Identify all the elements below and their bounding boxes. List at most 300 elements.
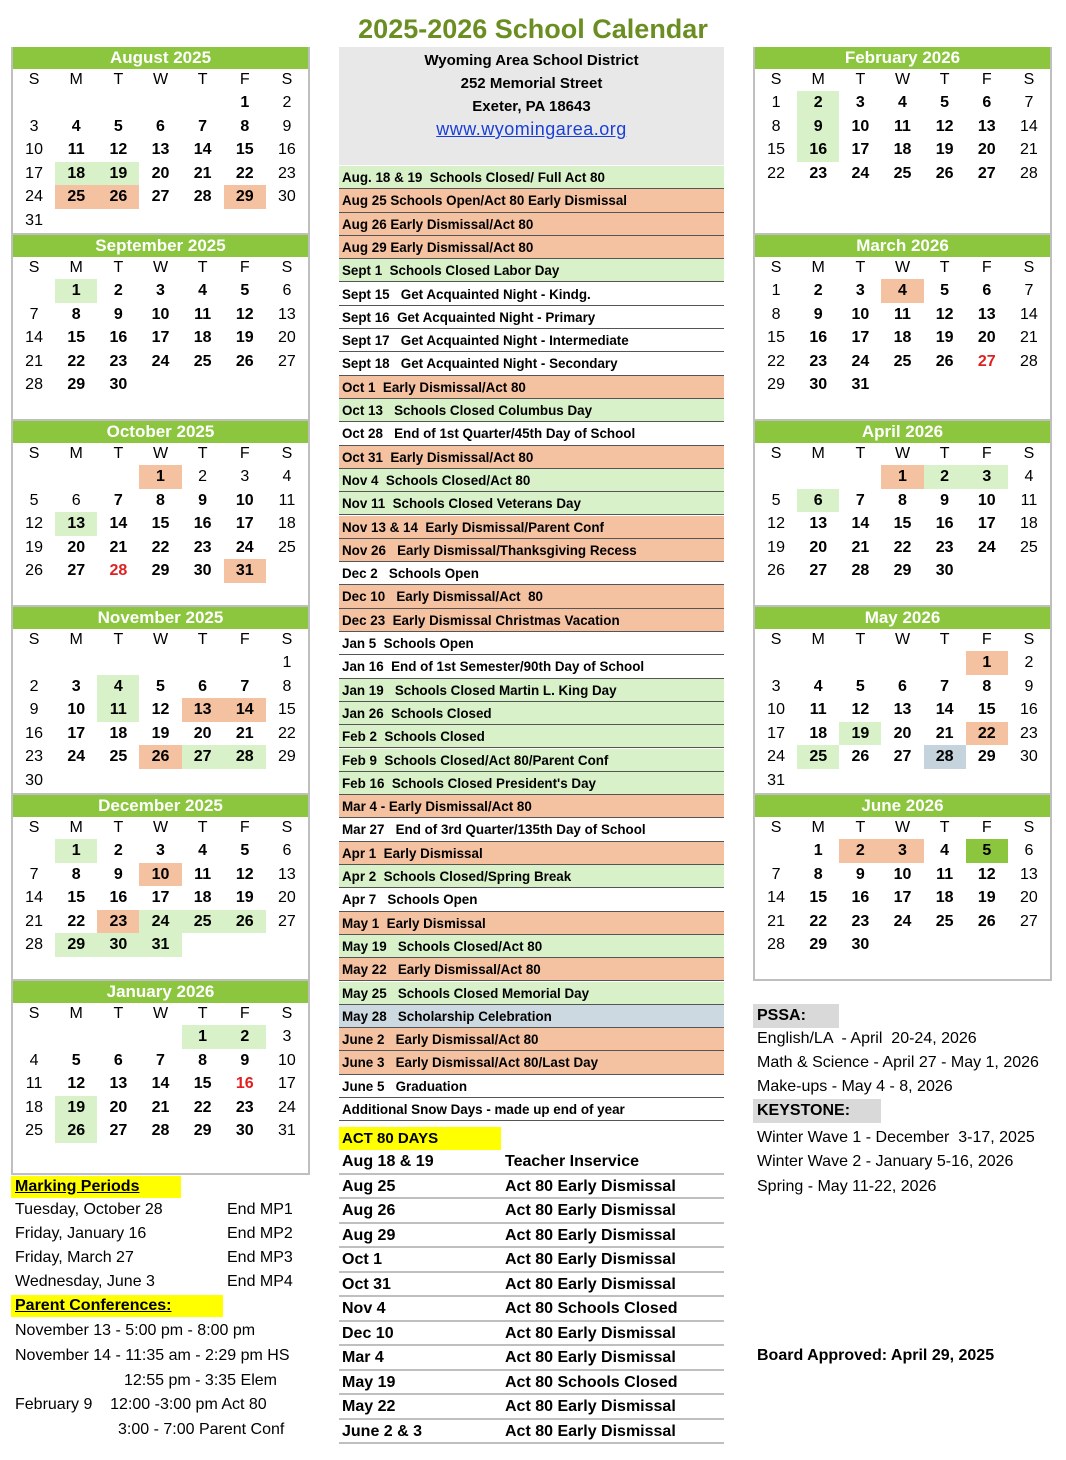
day-cell: 12 — [767, 515, 785, 532]
day-cell: 29 — [151, 562, 170, 579]
day-cell: 27 — [109, 1122, 128, 1139]
act80-row — [339, 1273, 724, 1298]
day-cell: 23 — [97, 910, 139, 934]
day-cell — [97, 209, 139, 233]
calendar-month — [11, 421, 310, 607]
day-cell: 18 — [25, 1098, 43, 1116]
event-row: Jan 19 Schools Closed Martin L. King Day — [339, 679, 724, 702]
day-cell: 26 — [55, 1119, 97, 1143]
day-cell: 7 — [855, 491, 865, 509]
day-cell: 17 — [851, 329, 870, 346]
day-cell: 11 — [25, 1075, 43, 1092]
event-row: Sept 15 Get Acquainted Night - Kindg. — [339, 283, 724, 306]
event-row: Sept 17 Get Acquainted Night - Intermediate — [339, 329, 724, 352]
day-cell: 29 — [278, 748, 296, 765]
event-row: Oct 1 Early Dismissal/Act 80 — [339, 376, 724, 399]
day-cell — [55, 91, 97, 115]
day-cell: 8 — [71, 865, 81, 883]
day-cell: 31 — [767, 771, 785, 789]
weekday-label: M — [69, 259, 83, 276]
day-cell: 6 — [898, 677, 907, 695]
day-cell: 4 — [940, 842, 950, 859]
day-cell: 28 — [193, 188, 212, 205]
day-cell: 13 — [109, 1075, 128, 1092]
day-cell: 17 — [151, 329, 170, 346]
parent-conferences-heading: Parent Conferences: — [11, 1295, 223, 1317]
day-cell: 8 — [240, 117, 250, 135]
day-cell: 19 — [55, 1096, 97, 1120]
day-cell: 18 — [193, 329, 212, 346]
weekday-label: M — [811, 71, 825, 88]
day-cell: 11 — [1020, 491, 1038, 509]
day-cell: 10 — [767, 701, 785, 718]
day-cell: 21 — [193, 164, 212, 182]
act80-type: Act 80 Early Dismissal — [505, 1324, 676, 1342]
parent-conference-line: 12:55 pm - 3:35 Elem — [124, 1372, 277, 1389]
event-row: Aug 29 Early Dismissal/Act 80 — [339, 236, 724, 259]
day-cell: 31 — [224, 559, 266, 583]
weekday-label: F — [981, 445, 992, 462]
day-cell: 1 — [182, 1025, 224, 1049]
day-cell: 14 — [224, 698, 266, 722]
act80-row — [339, 1420, 724, 1445]
event-row: Sept 16 Get Acquainted Night - Primary — [339, 306, 724, 329]
day-cell: 13 — [809, 515, 828, 532]
day-cell — [966, 769, 1008, 793]
day-cell: 11 — [894, 117, 911, 135]
day-cell: 22 — [193, 1098, 212, 1116]
day-cell: 24 — [278, 1098, 296, 1116]
event-row: Aug 26 Early Dismissal/Act 80 — [339, 213, 724, 236]
day-cell: 26 — [224, 910, 266, 934]
act80-date: Mar 4 — [342, 1349, 384, 1366]
weekday-header — [13, 1003, 308, 1025]
weekday-label: M — [69, 819, 83, 836]
marking-period-end: End MP1 — [227, 1201, 293, 1218]
day-cell — [13, 91, 55, 115]
day-cell: 2 — [113, 842, 123, 859]
day-cell: 7 — [29, 865, 39, 883]
day-cell: 12 — [25, 515, 43, 532]
month-title: August 2025 — [13, 47, 308, 69]
act80-date: Dec 10 — [342, 1324, 394, 1342]
day-cell: 20 — [109, 1098, 128, 1116]
weekday-label: T — [197, 631, 208, 648]
day-cell — [797, 651, 839, 675]
day-cell: 16 — [935, 515, 954, 532]
act80-row — [339, 1248, 724, 1273]
marking-period-end: End MP2 — [227, 1225, 293, 1242]
act80-date: May 22 — [342, 1398, 396, 1415]
calendar-month — [11, 795, 310, 981]
act80-date: Nov 4 — [342, 1300, 386, 1317]
day-cell: 6 — [982, 94, 992, 111]
weekday-header — [13, 69, 308, 91]
day-cell: 9 — [198, 491, 208, 509]
weekday-label: F — [981, 631, 992, 648]
day-cell: 17 — [767, 724, 785, 742]
day-cell: 6 — [156, 117, 165, 135]
day-cell: 7 — [1024, 282, 1034, 299]
week-row — [755, 722, 1050, 746]
day-cell: 27 — [1020, 912, 1038, 930]
weekday-header — [13, 443, 308, 465]
month-title: December 2025 — [13, 795, 308, 817]
day-cell: 30 — [25, 771, 43, 789]
day-cell: 28 — [109, 562, 128, 579]
day-cell: 28 — [25, 376, 43, 393]
day-cell — [924, 769, 966, 793]
week-row — [755, 465, 1050, 489]
weekday-label: S — [281, 631, 293, 648]
event-row: Apr 2 Schools Closed/Spring Break — [339, 865, 724, 888]
weekday-label: F — [981, 819, 992, 836]
weekday-label: M — [69, 631, 83, 648]
day-cell: 18 — [893, 329, 912, 346]
weekday-label: T — [939, 445, 950, 462]
day-cell: 17 — [977, 515, 996, 532]
day-cell: 4 — [1024, 468, 1034, 485]
day-cell: 10 — [25, 141, 43, 158]
day-cell: 14 — [25, 329, 43, 346]
week-row — [13, 209, 308, 233]
day-cell: 2 — [1024, 654, 1034, 671]
day-cell: 23 — [193, 538, 212, 556]
day-cell: 21 — [767, 912, 785, 930]
day-cell: 4 — [898, 94, 907, 111]
day-cell — [55, 465, 97, 489]
day-cell — [13, 651, 55, 675]
day-cell: 26 — [935, 164, 954, 182]
day-cell — [97, 465, 139, 489]
day-cell — [182, 769, 224, 793]
day-cell: 16 — [193, 515, 212, 532]
weekday-label: W — [152, 71, 169, 88]
calendar-month — [753, 607, 1052, 795]
day-cell: 29 — [193, 1122, 212, 1139]
day-cell: 19 — [935, 141, 954, 158]
day-cell: 26 — [97, 185, 139, 209]
weekday-label: T — [197, 445, 208, 462]
day-cell: 17 — [25, 164, 43, 182]
day-cell: 17 — [67, 724, 86, 742]
day-cell: 14 — [193, 141, 212, 158]
day-cell — [881, 769, 923, 793]
marking-period-date: Friday, March 27 — [15, 1249, 134, 1266]
day-cell: 28 — [767, 936, 785, 953]
weekday-label: M — [811, 259, 825, 276]
day-cell: 26 — [139, 745, 181, 769]
day-cell: 28 — [924, 745, 966, 769]
day-cell: 15 — [151, 515, 170, 532]
marking-period-date: Friday, January 16 — [15, 1225, 147, 1242]
day-cell: 8 — [282, 677, 292, 695]
weekday-label: W — [894, 71, 911, 88]
keystone-line: Winter Wave 1 - December 3-17, 2025 — [757, 1129, 1035, 1146]
day-cell: 27 — [67, 562, 86, 579]
day-cell: 24 — [977, 538, 996, 556]
week-row — [13, 162, 308, 186]
day-cell: 19 — [977, 889, 996, 906]
weekday-label: S — [281, 445, 293, 462]
day-cell: 29 — [67, 376, 86, 393]
day-cell: 3 — [855, 94, 865, 111]
day-cell — [924, 933, 966, 957]
day-cell — [266, 933, 308, 957]
day-cell: 7 — [198, 117, 208, 135]
week-row — [755, 675, 1050, 699]
day-cell: 9 — [29, 701, 39, 718]
weekday-header — [13, 629, 308, 651]
day-cell: 31 — [278, 1122, 296, 1139]
day-cell: 16 — [109, 329, 128, 346]
day-cell: 14 — [151, 1075, 170, 1092]
day-cell — [924, 373, 966, 397]
day-cell: 11 — [194, 865, 212, 883]
day-cell: 8 — [813, 865, 823, 883]
weekday-label: T — [113, 445, 124, 462]
week-row — [13, 651, 308, 675]
month-title: June 2026 — [755, 795, 1050, 817]
day-cell: 29 — [977, 748, 996, 765]
day-cell: 22 — [67, 912, 86, 930]
week-row — [13, 91, 308, 115]
weekday-label: M — [69, 445, 83, 462]
day-cell: 27 — [151, 188, 170, 205]
day-cell — [182, 91, 224, 115]
day-cell: 27 — [809, 562, 828, 579]
day-cell: 7 — [113, 491, 123, 509]
day-cell: 21 — [1020, 141, 1038, 158]
weekday-label: S — [1023, 631, 1035, 648]
day-cell — [755, 651, 797, 675]
day-cell: 10 — [977, 491, 996, 509]
event-row: May 19 Schools Closed/Act 80 — [339, 935, 724, 958]
district-name: Wyoming Area School District — [424, 52, 639, 69]
day-cell: 1 — [139, 465, 181, 489]
marking-period-date: Wednesday, June 3 — [15, 1273, 155, 1290]
day-cell: 4 — [813, 677, 823, 695]
weekday-label: S — [770, 445, 782, 462]
day-cell: 5 — [771, 491, 781, 509]
day-cell: 9 — [813, 305, 823, 323]
day-cell — [224, 933, 266, 957]
day-cell — [839, 769, 881, 793]
event-row: May 25 Schools Closed Memorial Day — [339, 982, 724, 1005]
weekday-label: T — [939, 71, 950, 88]
week-row — [13, 489, 308, 513]
day-cell: 9 — [1024, 677, 1034, 695]
weekday-label: W — [152, 631, 169, 648]
weekday-header — [755, 629, 1050, 651]
day-cell: 23 — [1020, 724, 1038, 742]
day-cell: 30 — [851, 936, 870, 953]
day-cell — [139, 769, 181, 793]
act80-row — [339, 1224, 724, 1249]
day-cell: 22 — [235, 164, 254, 182]
day-cell: 7 — [1024, 94, 1034, 111]
weekday-label: S — [1023, 445, 1035, 462]
day-cell: 3 — [156, 842, 165, 859]
day-cell: 6 — [282, 842, 292, 859]
day-cell: 28 — [1020, 164, 1038, 182]
weekday-label: F — [981, 259, 992, 276]
weekday-label: T — [855, 71, 866, 88]
day-cell: 14 — [935, 701, 954, 718]
act80-type: Act 80 Early Dismissal — [505, 1226, 676, 1244]
day-cell: 6 — [113, 1051, 123, 1069]
weekday-header — [755, 257, 1050, 279]
day-cell: 19 — [235, 889, 254, 906]
day-cell: 22 — [767, 352, 785, 370]
weekday-label: T — [939, 259, 950, 276]
act80-row — [339, 1395, 724, 1420]
weekday-label: W — [894, 259, 911, 276]
day-cell: 13 — [151, 141, 170, 158]
week-row — [13, 839, 308, 863]
weekday-label: M — [811, 445, 825, 462]
day-cell: 23 — [809, 164, 828, 182]
day-cell — [139, 373, 181, 397]
day-cell: 5 — [966, 839, 1008, 863]
district-website-link[interactable]: www.wyomingarea.org — [436, 119, 627, 139]
day-cell: 29 — [893, 562, 912, 579]
day-cell: 17 — [851, 141, 870, 158]
day-cell: 29 — [224, 185, 266, 209]
weekday-label: S — [281, 1005, 293, 1022]
day-cell — [266, 559, 308, 583]
event-row: Feb 2 Schools Closed — [339, 725, 724, 748]
week-row — [755, 769, 1050, 793]
day-cell: 20 — [1020, 889, 1038, 906]
day-cell: 16 — [278, 141, 296, 158]
day-cell: 31 — [139, 933, 181, 957]
day-cell: 12 — [935, 117, 954, 135]
weekday-label: T — [855, 819, 866, 836]
marking-period-date: Tuesday, October 28 — [15, 1201, 163, 1218]
calendar-month — [753, 795, 1052, 981]
act80-date: Aug 29 — [342, 1226, 396, 1244]
week-row — [755, 138, 1050, 162]
day-cell: 15 — [809, 889, 828, 906]
day-cell: 25 — [109, 748, 128, 765]
day-cell: 8 — [771, 305, 781, 323]
weekday-label: S — [281, 259, 293, 276]
day-cell — [139, 651, 181, 675]
weekday-header — [13, 257, 308, 279]
day-cell: 27 — [893, 748, 912, 765]
day-cell: 18 — [893, 141, 912, 158]
day-cell: 9 — [240, 1051, 250, 1069]
month-title: October 2025 — [13, 421, 308, 443]
day-cell: 19 — [25, 538, 43, 556]
day-cell — [966, 559, 1008, 583]
act80-heading: ACT 80 DAYS — [339, 1127, 501, 1150]
day-cell: 11 — [97, 698, 139, 722]
day-cell: 1 — [55, 839, 97, 863]
week-row — [755, 886, 1050, 910]
weekday-label: W — [894, 631, 911, 648]
day-cell: 22 — [278, 724, 296, 742]
day-cell: 11 — [278, 491, 296, 509]
act80-type: Act 80 Early Dismissal — [505, 1275, 676, 1293]
day-cell: 7 — [29, 305, 39, 323]
day-cell: 21 — [851, 538, 870, 556]
day-cell: 18 — [935, 889, 954, 906]
week-row — [13, 1096, 308, 1120]
event-row: June 2 Early Dismissal/Act 80 — [339, 1028, 724, 1051]
day-cell: 9 — [797, 115, 839, 139]
weekday-label: M — [811, 631, 825, 648]
day-cell: 26 — [767, 562, 785, 579]
weekday-label: S — [28, 819, 40, 836]
weekday-label: F — [981, 71, 992, 88]
week-row — [755, 326, 1050, 350]
day-cell: 5 — [940, 282, 950, 299]
day-cell: 9 — [113, 865, 123, 883]
day-cell: 4 — [198, 282, 208, 299]
event-row: Apr 7 Schools Open — [339, 888, 724, 911]
day-cell — [839, 465, 881, 489]
day-cell — [182, 373, 224, 397]
day-cell — [97, 1025, 139, 1049]
day-cell — [224, 373, 266, 397]
day-cell: 11 — [894, 305, 911, 323]
day-cell — [13, 465, 55, 489]
day-cell: 23 — [25, 748, 43, 765]
day-cell: 25 — [25, 1122, 43, 1139]
weekday-label: W — [152, 1005, 169, 1022]
week-row — [13, 1049, 308, 1073]
day-cell: 13 — [182, 698, 224, 722]
day-cell: 4 — [97, 675, 139, 699]
day-cell: 16 — [109, 889, 128, 906]
day-cell: 28 — [224, 745, 266, 769]
day-cell: 2 — [797, 91, 839, 115]
day-cell: 1 — [881, 465, 923, 489]
day-cell: 6 — [797, 489, 839, 513]
day-cell: 22 — [767, 164, 785, 182]
day-cell: 1 — [771, 94, 781, 111]
day-cell — [966, 373, 1008, 397]
pssa-line: Make-ups - May 4 - 8, 2026 — [757, 1078, 953, 1095]
day-cell: 31 — [25, 211, 43, 229]
weekday-label: S — [770, 259, 782, 276]
pssa-line: Math & Science - April 27 - May 1, 2026 — [757, 1054, 1039, 1071]
event-row: Nov 26 Early Dismissal/Thanksgiving Recess — [339, 539, 724, 562]
day-cell: 15 — [767, 329, 785, 346]
day-cell: 2 — [113, 282, 123, 299]
day-cell: 6 — [282, 282, 292, 299]
month-title: February 2026 — [755, 47, 1050, 69]
day-cell: 16 — [235, 1075, 254, 1092]
day-cell: 5 — [855, 677, 865, 695]
week-row — [755, 162, 1050, 186]
page-title: 2025-2026 School Calendar — [358, 14, 708, 44]
day-cell: 29 — [55, 933, 97, 957]
day-cell: 26 — [977, 912, 996, 930]
weekday-label: T — [113, 819, 124, 836]
event-row: Additional Snow Days - made up end of year — [339, 1098, 724, 1121]
day-cell: 24 — [851, 164, 870, 182]
act80-row — [339, 1371, 724, 1396]
day-cell: 15 — [977, 701, 996, 718]
day-cell: 22 — [966, 722, 1008, 746]
day-cell: 13 — [278, 305, 296, 323]
act80-type: Act 80 Early Dismissal — [505, 1422, 676, 1440]
day-cell: 30 — [235, 1122, 254, 1139]
day-cell: 14 — [25, 889, 43, 906]
